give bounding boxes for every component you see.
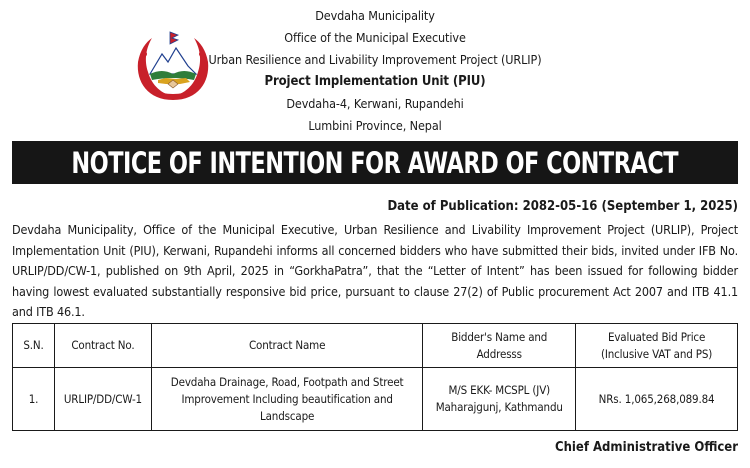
table-header-row: [13, 324, 738, 368]
header-contract-name: Contract Name: [151, 324, 422, 368]
cell-contract-name: [151, 368, 422, 431]
municipality-name: Devdaha Municipality: [315, 8, 435, 23]
header-bid-price: [576, 324, 738, 368]
contract-name-line2: Improvement Including beautification and Landscape: [181, 391, 393, 423]
project-name: Urban Resilience and Livability Improvement Project (URLIP): [208, 52, 542, 67]
province-line: Lumbini Province, Nepal: [308, 118, 442, 133]
bidder-name: M/S EKK- MCSPL (JV): [448, 383, 551, 397]
award-table: [12, 323, 738, 431]
publication-date: Date of Publication: 2082-05-16 (September 1, 2025): [387, 199, 738, 214]
cell-contract-no: URLIP/DD/CW-1: [54, 368, 151, 431]
header-bid-price-line1: Evaluated Bid Price: [607, 329, 706, 344]
cell-bidder: [423, 368, 576, 431]
notice-title-banner: [12, 141, 738, 184]
header-sn: S.N.: [13, 324, 55, 368]
header-contract-no: Contract No.: [54, 324, 151, 368]
contract-name-line1: Devdaha Drainage, Road, Footpath and Street: [170, 374, 404, 389]
office-name: Office of the Municipal Executive: [284, 30, 466, 45]
notice-body: Devdaha Municipality, Office of the Municipal Executive, Urban Resilience and Livability Improvement Project (URLIP), Project Implementation Unit (PIU), Kerwani, Rupandehi informs all concerned bidders who have submitted their bids, invited under IFB No. URLIP/DD/CW-1, published on 9th April, 2025 in “GorkhaPatra”, that the “Letter of Intent” has been issued for following bidder having lowest evaluated substantially responsive bid price, pursuant to clause 27(2) of Public procurement Act 2007 and ITB 41.1 and ITB 46.1.: [12, 222, 738, 319]
header-bid-price-line2: (Inclusive VAT and PS): [600, 346, 713, 361]
cell-bid-price: NRs. 1,065,268,089.84: [576, 368, 738, 431]
bidder-address: Maharajgunj, Kathmandu: [435, 400, 563, 414]
letterhead: [0, 0, 750, 140]
cell-sn: 1.: [13, 368, 55, 431]
address-line: Devdaha-4, Kerwani, Rupandehi: [286, 96, 464, 111]
header-bidder: Bidder's Name and Addresss: [423, 324, 576, 368]
unit-name: Project Implementation Unit (PIU): [264, 74, 486, 89]
notice-title: NOTICE OF INTENTION FOR AWARD OF CONTRACT: [71, 145, 679, 180]
signatory-title: Chief Administrative Officer: [554, 440, 738, 455]
table-row: [13, 368, 738, 431]
